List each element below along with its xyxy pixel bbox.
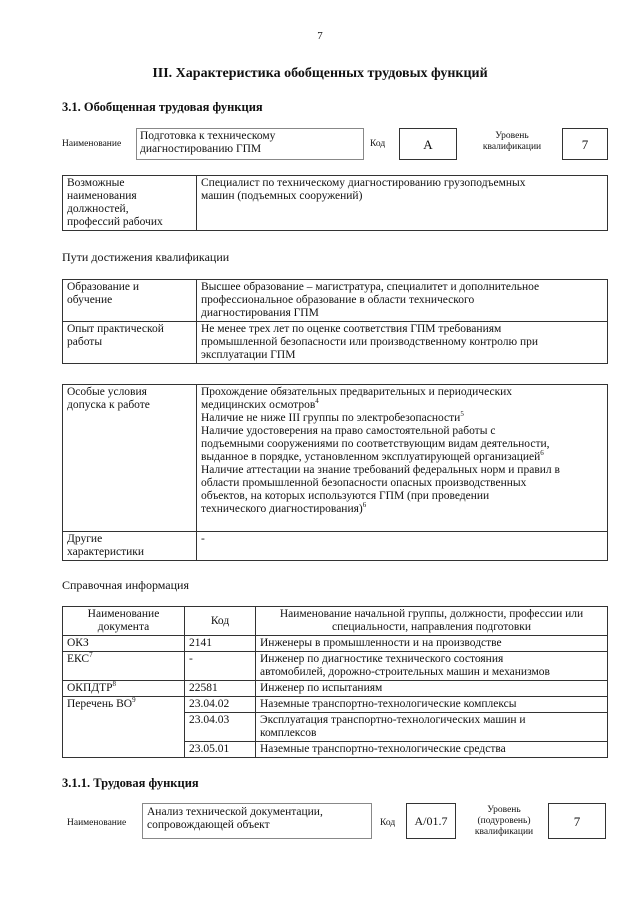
code-label: Код [380, 818, 396, 828]
other-value: - [197, 532, 608, 561]
conditions-table [62, 384, 608, 561]
footnote-ref: 6 [362, 501, 367, 510]
table-row: ОКЗ 2141 Инженеры в промышленности и на производстве [63, 636, 608, 652]
positions-table [62, 175, 608, 231]
footnote-ref: 5 [460, 410, 464, 419]
name-value-box [136, 128, 364, 160]
column-header: Код [185, 607, 256, 636]
reference-heading: Справочная информация [62, 578, 189, 592]
level-label: Уровень квалификации [482, 131, 542, 152]
education-label: Образование и обучение [63, 280, 197, 322]
footnote-ref: 6 [540, 449, 544, 458]
positions-value: Специалист по техническому диагностированию грузоподъемных машин (подъемных сооружений) [197, 176, 608, 231]
column-header: Наименование документа [63, 607, 185, 636]
code-value-box: A [399, 128, 457, 160]
other-label: Другие характеристики [63, 532, 197, 561]
table-row: 23.05.01 Наземные транспортно-технологические средства [63, 742, 608, 758]
section-heading-3-1-1: 3.1.1. Трудовая функция [62, 776, 199, 790]
name-label: Наименование [67, 818, 127, 828]
experience-value: Не менее трех лет по оценке соответствия ГПМ требованиям промышленной безопасности или производственному контролю при эксплуатации ГПМ [197, 322, 608, 364]
conditions-value: Прохождение обязательных предварительных и периодических медицинских осмотров$^4$ Наличие не ниже III группы по электробезопасности$^5$ Наличие удостоверения на право самостоятельной работы с подъемными сооружениями по соответствующим видам деятельности, выданное в порядке, установленном эксплуатирующей организацией$^6$ Наличие аттестации на знание требований федеральных норм и правил в области промышленной безопасности опасных производственных объектов, на которых используются ГПМ (при проведении технического диагностирования)$^6$ [197, 385, 608, 532]
level-value-box: 7 [548, 803, 606, 839]
table-header-row [63, 607, 608, 636]
table-row: Перечень $ВО^9$ 23.04.02 Наземные транспортно-технологические комплексы [63, 697, 608, 713]
table-row: 23.04.03 Эксплуатация транспортно-технологических машин и комплексов [63, 713, 608, 742]
column-header: Наименование начальной группы, должности, профессии или специальности, направления подготовки [256, 607, 608, 636]
conditions-label: Особые условия допуска к работе [63, 385, 197, 532]
code-value-box: A/01.7 [406, 803, 456, 839]
name-value-line: диагностированию ГПМ [140, 143, 262, 155]
footnote-ref: 4 [315, 397, 319, 406]
level-value-box: 7 [562, 128, 608, 160]
level-label: Уровень (подуровень) квалификации [474, 805, 534, 837]
qualification-table [62, 279, 608, 364]
name-label: Наименование [62, 139, 122, 149]
table-row: ОКПДТР$^8$ 22581 Инженер по испытаниям [63, 681, 608, 697]
positions-label: Возможные наименования должностей, профессий рабочих [63, 176, 197, 231]
table-row: ЕКС$^7$ - Инженер по диагностике технического состояния автомобилей, дорожно-строительных машин и механизмов [63, 652, 608, 681]
name-value-box: Анализ технической документации, сопровождающей объект [142, 803, 372, 839]
education-value: Высшее образование – магистратура, специалитет и дополнительное профессиональное образование в области технического диагностирования ГПМ [197, 280, 608, 322]
code-label: Код [370, 139, 386, 149]
page-number: 7 [317, 30, 323, 42]
paths-heading: Пути достижения квалификации [62, 250, 230, 264]
section-heading-3-1: 3.1. Обобщенная трудовая функция [62, 100, 263, 114]
reference-table [62, 606, 608, 758]
main-title: III. Характеристика обобщенных трудовых функций [152, 66, 488, 81]
name-value-line: Подготовка к техническому [140, 130, 276, 142]
experience-label: Опыт практической работы [63, 322, 197, 364]
